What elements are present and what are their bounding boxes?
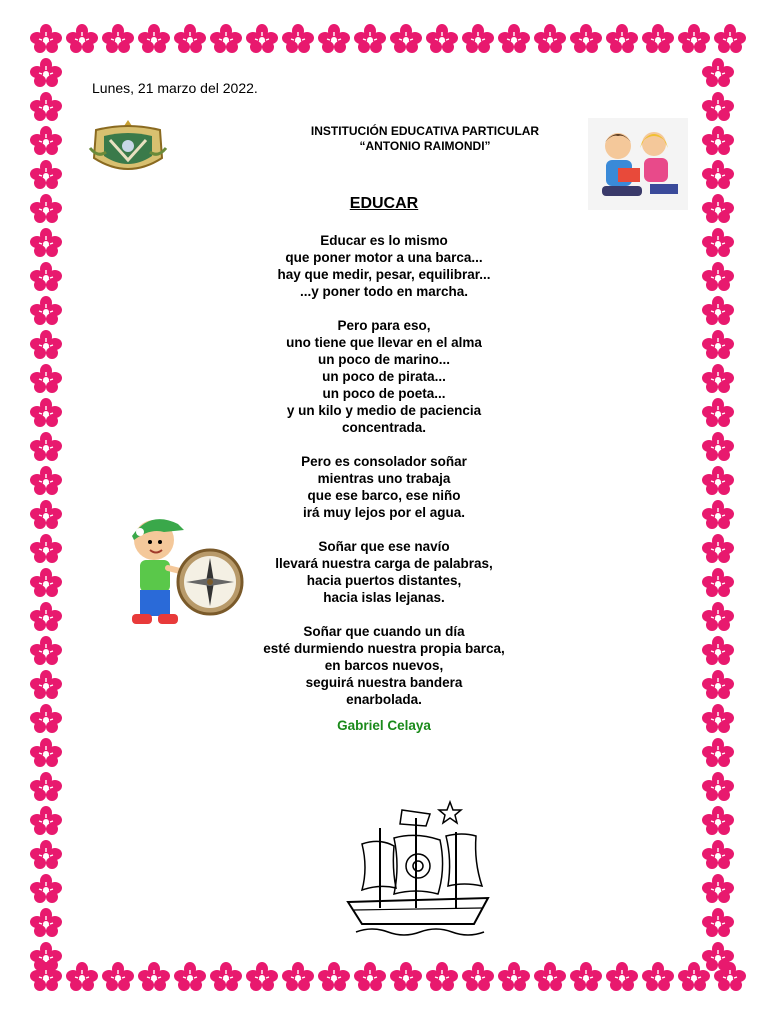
flower-icon (388, 960, 424, 994)
flower-icon (28, 22, 64, 56)
flower-icon (496, 960, 532, 994)
flower-icon (28, 226, 64, 260)
flower-icon (172, 960, 208, 994)
flower-icon (604, 960, 640, 994)
flower-border-bottom (28, 960, 748, 994)
poem-line: Soñar que ese navío (318, 539, 450, 554)
flower-icon (28, 940, 64, 974)
flower-icon (28, 430, 64, 464)
flower-icon (208, 22, 244, 56)
poem-line: hacia puertos distantes, (306, 573, 462, 588)
flower-icon (316, 960, 352, 994)
flower-icon (700, 872, 736, 906)
poem-line: Pero para eso, (337, 318, 431, 333)
flower-icon (316, 22, 352, 56)
poem-stanza (184, 623, 584, 708)
poem-line: un poco de marino... (317, 352, 450, 367)
flower-icon (568, 22, 604, 56)
flower-icon (28, 906, 64, 940)
flower-icon (532, 22, 568, 56)
flower-icon (700, 906, 736, 940)
flower-icon (700, 804, 736, 838)
flower-icon (28, 464, 64, 498)
flower-icon (100, 22, 136, 56)
flower-icon (28, 838, 64, 872)
poem-line: que poner motor a una barca... (285, 250, 483, 265)
flower-icon (700, 328, 736, 362)
flower-icon (700, 838, 736, 872)
flower-icon (28, 124, 64, 158)
institution-line2: “ANTONIO RAIMONDI” (359, 139, 491, 153)
flower-icon (28, 566, 64, 600)
flower-icon (388, 22, 424, 56)
flower-icon (700, 532, 736, 566)
flower-icon (700, 362, 736, 396)
flower-icon (568, 960, 604, 994)
boy-with-compass-icon (120, 510, 244, 632)
flower-icon (28, 362, 64, 396)
school-crest-icon (88, 118, 168, 182)
poem-line: esté durmiendo nuestra propia barca, (263, 641, 505, 656)
flower-icon (700, 56, 736, 90)
poem-stanza (184, 538, 584, 606)
flower-icon (244, 22, 280, 56)
flower-icon (700, 498, 736, 532)
flower-icon (700, 940, 736, 974)
sailing-ship-icon (342, 798, 494, 940)
poem-line: un poco de pirata... (322, 369, 446, 384)
poem-line: irá muy lejos por el agua. (302, 505, 466, 520)
flower-icon (700, 464, 736, 498)
poem-line: concentrada. (341, 420, 427, 435)
flower-icon (700, 634, 736, 668)
poem-line: un poco de poeta... (322, 386, 446, 401)
flower-icon (424, 22, 460, 56)
flower-icon (352, 22, 388, 56)
poem-line: hay que medir, pesar, equilibrar... (277, 267, 491, 282)
document-date: Lunes, 21 marzo del 2022. (92, 80, 258, 96)
flower-icon (700, 736, 736, 770)
poem-line: ...y poner todo en marcha. (299, 284, 469, 299)
flower-icon (700, 600, 736, 634)
flower-icon (640, 960, 676, 994)
flower-icon (700, 566, 736, 600)
flower-icon (64, 960, 100, 994)
flower-icon (64, 22, 100, 56)
flower-icon (604, 22, 640, 56)
poem-stanza (184, 453, 584, 521)
flower-icon (100, 960, 136, 994)
flower-icon (496, 22, 532, 56)
flower-icon (28, 396, 64, 430)
flower-icon (28, 328, 64, 362)
poem-line: en barcos nuevos, (324, 658, 444, 673)
poem-line: Educar es lo mismo (320, 233, 448, 248)
flower-icon (700, 770, 736, 804)
flower-icon (532, 960, 568, 994)
flower-icon (136, 22, 172, 56)
flower-icon (28, 770, 64, 804)
flower-icon (28, 668, 64, 702)
flower-icon (424, 960, 460, 994)
flower-icon (28, 56, 64, 90)
poem-stanza (184, 317, 584, 436)
poem-line: uno tiene que llevar en el alma (286, 335, 482, 350)
flower-icon (28, 600, 64, 634)
poem-body (184, 232, 584, 725)
poem-title: EDUCAR (349, 195, 419, 212)
flower-icon (28, 158, 64, 192)
flower-icon (28, 634, 64, 668)
flower-icon (280, 22, 316, 56)
flower-border-right (700, 56, 736, 974)
poem-line: hacia islas lejanas. (323, 590, 445, 605)
flower-icon (28, 804, 64, 838)
flower-icon (700, 158, 736, 192)
flower-icon (700, 90, 736, 124)
flower-icon (208, 960, 244, 994)
poem-stanza (184, 232, 584, 300)
flower-icon (640, 22, 676, 56)
flower-icon (700, 430, 736, 464)
institution-line1: INSTITUCIÓN EDUCATIVA PARTICULAR (310, 124, 540, 138)
flower-icon (700, 226, 736, 260)
institution-name (260, 124, 590, 154)
flower-icon (460, 960, 496, 994)
flower-icon (28, 872, 64, 906)
flower-icon (700, 294, 736, 328)
flower-icon (28, 260, 64, 294)
flower-border-top (28, 22, 748, 56)
poem-line: que ese barco, ese niño (307, 488, 461, 503)
flower-icon (700, 260, 736, 294)
flower-icon (28, 736, 64, 770)
flower-icon (172, 22, 208, 56)
poem-line: llevará nuestra carga de palabras, (275, 556, 493, 571)
flower-icon (460, 22, 496, 56)
flower-icon (712, 22, 748, 56)
flower-icon (136, 960, 172, 994)
flower-icon (28, 90, 64, 124)
poem-line: Soñar que cuando un día (303, 624, 465, 639)
poem-author: Gabriel Celaya (337, 718, 431, 733)
flower-icon (700, 396, 736, 430)
flower-icon (676, 22, 712, 56)
flower-icon (28, 294, 64, 328)
poem-line: mientras uno trabaja (317, 471, 451, 486)
flower-icon (28, 498, 64, 532)
flower-icon (700, 124, 736, 158)
flower-icon (280, 960, 316, 994)
flower-icon (352, 960, 388, 994)
poem-line: seguirá nuestra bandera (305, 675, 463, 690)
poem-line: y un kilo y medio de paciencia (286, 403, 482, 418)
poem-line: enarbolada. (346, 692, 422, 707)
poem-line: Pero es consolador soñar (301, 454, 467, 469)
flower-icon (244, 960, 280, 994)
flower-icon (700, 668, 736, 702)
flower-border-left (28, 56, 64, 974)
flower-icon (28, 532, 64, 566)
